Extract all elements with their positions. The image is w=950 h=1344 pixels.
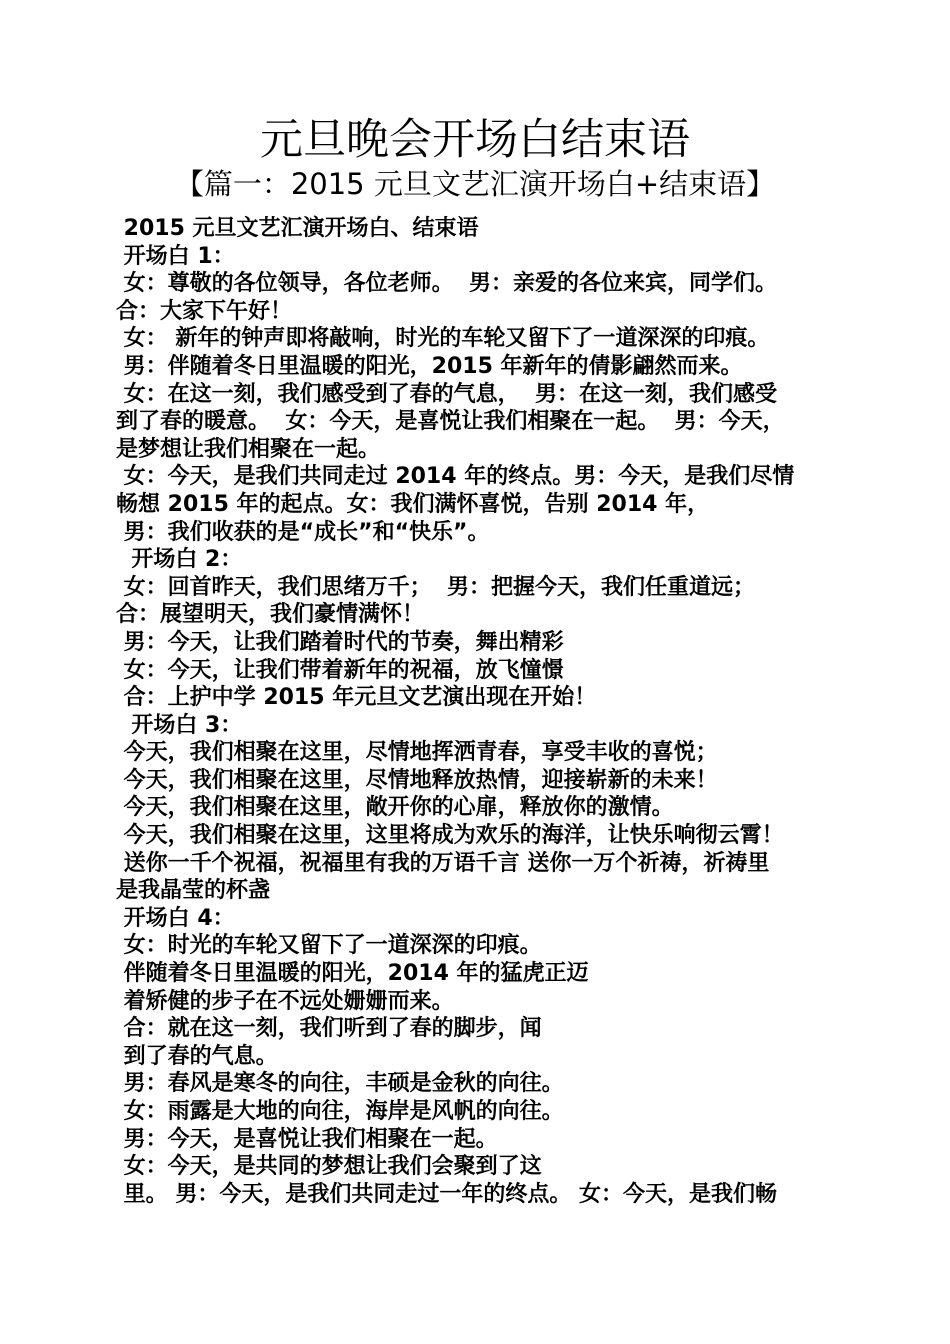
- text-line: 到了春的暖意。 女：今天，是喜悦让我们相聚在一起。 男：今天，: [116, 409, 785, 435]
- text-line: 是梦想让我们相聚在一起。: [116, 436, 381, 462]
- document-subtitle: 【篇一：2015 元旦文艺汇演开场白+结束语】: [174, 167, 776, 201]
- text-line: 到了春的气息。: [116, 1043, 278, 1069]
- text-line: 男：今天，让我们踏着时代的节奏，舞出精彩: [116, 629, 564, 655]
- text-line: 女：在这一刻，我们感受到了春的气息， 男：在这一刻，我们感受: [116, 381, 777, 407]
- text-line: 是我晶莹的杯盏: [116, 878, 271, 904]
- text-line: 女：回首昨天，我们思绪万千； 男：把握今天，我们任重道远；: [116, 574, 755, 600]
- text-line: 送你一千个祝福，祝福里有我的万语千言 送你一万个祈祷，祈祷里: [116, 850, 770, 876]
- text-line: 2015 元旦文艺汇演开场白、结束语: [116, 216, 479, 241]
- text-line: 女：时光的车轮又留下了一道深深的印痕。: [116, 933, 542, 959]
- text-line: 合：大家下午好！: [116, 298, 293, 324]
- text-line: 女：今天，让我们带着新年的祝福，放飞憧憬: [116, 657, 564, 683]
- text-line: 开场白 2：: [116, 547, 243, 573]
- text-line: 合：上护中学 2015 年元旦文艺演出现在开始！: [116, 685, 597, 711]
- text-line: 女： 新年的钟声即将敲响，时光的车轮又留下了一道深深的印痕。: [116, 326, 770, 352]
- text-line: 男：春风是寒冬的向往，丰硕是金秋的向往。: [116, 1071, 564, 1097]
- text-line: 女：今天，是共同的梦想让我们会聚到了这: [116, 1154, 542, 1180]
- text-line: 合：就在这一刻，我们听到了春的脚步，闻: [116, 1016, 542, 1042]
- text-line: 着矫健的步子在不远处姗姗而来。: [116, 988, 454, 1014]
- text-line: 男：伴随着冬日里温暖的阳光，2015 年新年的倩影翩然而来。: [116, 353, 743, 379]
- text-line: 男：今天，是喜悦让我们相聚在一起。: [116, 1126, 498, 1152]
- text-line: 畅想 2015 年的起点。女：我们满怀喜悦，告别 2014 年，: [116, 491, 710, 517]
- text-line: 女：雨露是大地的向往，海岸是风帆的向往。: [116, 1099, 564, 1124]
- text-line: 今天，我们相聚在这里，这里将成为欢乐的海洋，让快乐响彻云霄！: [116, 823, 784, 849]
- text-line: 开场白 1：: [116, 243, 235, 269]
- text-line: 今天，我们相聚在这里，尽情地释放热情，迎接崭新的未来！: [116, 767, 718, 793]
- text-line: 今天，我们相聚在这里，敞开你的心扉，释放你的激情。: [116, 795, 674, 821]
- text-line: 今天，我们相聚在这里，尽情地挥洒青春，享受丰收的喜悦；: [116, 740, 718, 766]
- text-line: 女：今天，是我们共同走过 2014 年的终点。男：今天，是我们尽情: [116, 464, 795, 490]
- text-line: 合：展望明天，我们豪情满怀！: [116, 602, 425, 628]
- text-line: 伴随着冬日里温暖的阳光，2014 年的猛虎正迈: [116, 961, 589, 987]
- text-line: 开场白 4：: [116, 905, 235, 931]
- text-line: 男：我们收获的是“成长”和“快乐”。: [116, 519, 490, 545]
- text-line: 开场白 3：: [116, 712, 243, 738]
- text-line: 里。 男：今天，是我们共同走过一年的终点。 女：今天，是我们畅: [116, 1181, 777, 1207]
- document-body: [116, 215, 846, 1208]
- document-title: 元旦晚会开场白结束语: [260, 115, 690, 165]
- text-line: 女：尊敬的各位领导，各位老师。 男：亲爱的各位来宾，同学们。: [116, 271, 777, 297]
